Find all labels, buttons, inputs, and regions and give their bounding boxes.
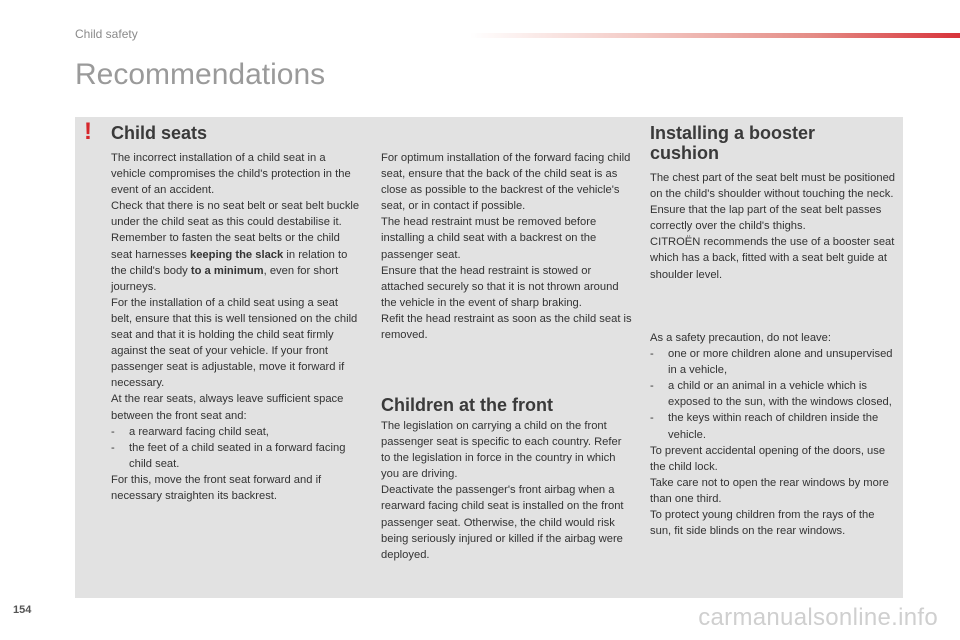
- booster-cushion-heading: Installing a booster cushion: [650, 123, 816, 163]
- list-item: - the keys within reach of children inside the vehicle.: [650, 410, 897, 442]
- watermark: carmanualsonline.info: [698, 604, 938, 631]
- booster-cushion-text: [650, 170, 897, 283]
- paragraph: CITROËN recommends the use of a booster seat which has a back, fitted with a seat belt guide at shoulder level.: [650, 236, 895, 281]
- paragraph: Refit the head restraint as soon as the child seat is removed.: [381, 312, 632, 342]
- child-seats-heading: Child seats: [111, 123, 208, 143]
- paragraph: For the installation of a child seat using a seat belt, ensure that this is well tensioned on the child seat and that it is holding the child seat firmly against the seat of your vehicle. If your front passenger seat is adjustable, move it forward if necessary.: [111, 296, 358, 390]
- paragraph: For optimum installation of the forward facing child seat, ensure that the back of the child seat is as close as possible to the backrest of the vehicle's seat, or in contact if possible.: [381, 152, 631, 213]
- paragraph: The incorrect installation of a child seat in a vehicle compromises the child's protection in the event of an accident.: [111, 152, 351, 197]
- paragraph: The chest part of the seat belt must be positioned on the child's shoulder without touching the neck.: [650, 172, 896, 201]
- emphasis-text: to a minimum: [190, 264, 264, 277]
- children-at-front-text: [381, 418, 633, 563]
- child-seats-column-2: [381, 150, 633, 343]
- section-label: Child safety: [75, 27, 138, 41]
- paragraph: To prevent accidental opening of the doors, use the child lock.: [650, 444, 886, 473]
- emphasis-text: keeping the slack: [189, 248, 284, 261]
- page-title: Recommendations: [75, 58, 326, 91]
- list-item: - a child or an animal in a vehicle which is exposed to the sun, with the windows closed,: [650, 378, 897, 410]
- paragraph: Ensure that the lap part of the seat belt passes correctly over the child's thighs.: [650, 204, 882, 233]
- paragraph: The head restraint must be removed before installing a child seat with a backrest on the passenger seat.: [381, 216, 597, 261]
- paragraph: Ensure that the head restraint is stowed or attached securely so that it is not thrown around the vehicle in the event of sharp braking.: [381, 264, 619, 309]
- paragraph: At the rear seats, always leave sufficient space between the front seat and:: [111, 393, 344, 422]
- children-at-front-heading: Children at the front: [381, 395, 553, 415]
- header-gradient-rule: [470, 33, 960, 38]
- warning-icon: !: [84, 118, 92, 145]
- paragraph: For this, move the front seat forward and if necessary straighten its backrest.: [111, 473, 322, 502]
- list-item: - a rearward facing child seat,: [111, 424, 361, 440]
- page-number: 154: [13, 604, 32, 616]
- paragraph: To protect young children from the rays of the sun, fit side blinds on the rear windows.: [650, 509, 875, 538]
- paragraph: As a safety precaution, do not leave:: [650, 332, 831, 344]
- paragraph-slack: Remember to fasten the seat belts or the child seat harnesses keeping the slack in relation to the child's body to a minimum, even for short journeys.: [111, 232, 348, 293]
- child-seats-column-1: [111, 150, 361, 504]
- paragraph: Check that there is no seat belt or seat belt buckle under the child seat as this could destabilise it.: [111, 200, 360, 229]
- safety-precaution-text: [650, 330, 897, 539]
- list-item: - the feet of a child seated in a forward facing child seat.: [111, 440, 361, 472]
- paragraph: The legislation on carrying a child on the front passenger seat is specific to each country. Refer to the legislation in force in the country in which you are driving.: [381, 420, 622, 481]
- list-item: - one or more children alone and unsupervised in a vehicle,: [650, 346, 897, 378]
- paragraph: Deactivate the passenger's front airbag when a rearward facing child seat is installed on the front passenger seat. Otherwise, the child would risk being seriously injured or killed if the airbag were deployed.: [381, 484, 624, 561]
- paragraph: Take care not to open the rear windows by more than one third.: [650, 476, 889, 505]
